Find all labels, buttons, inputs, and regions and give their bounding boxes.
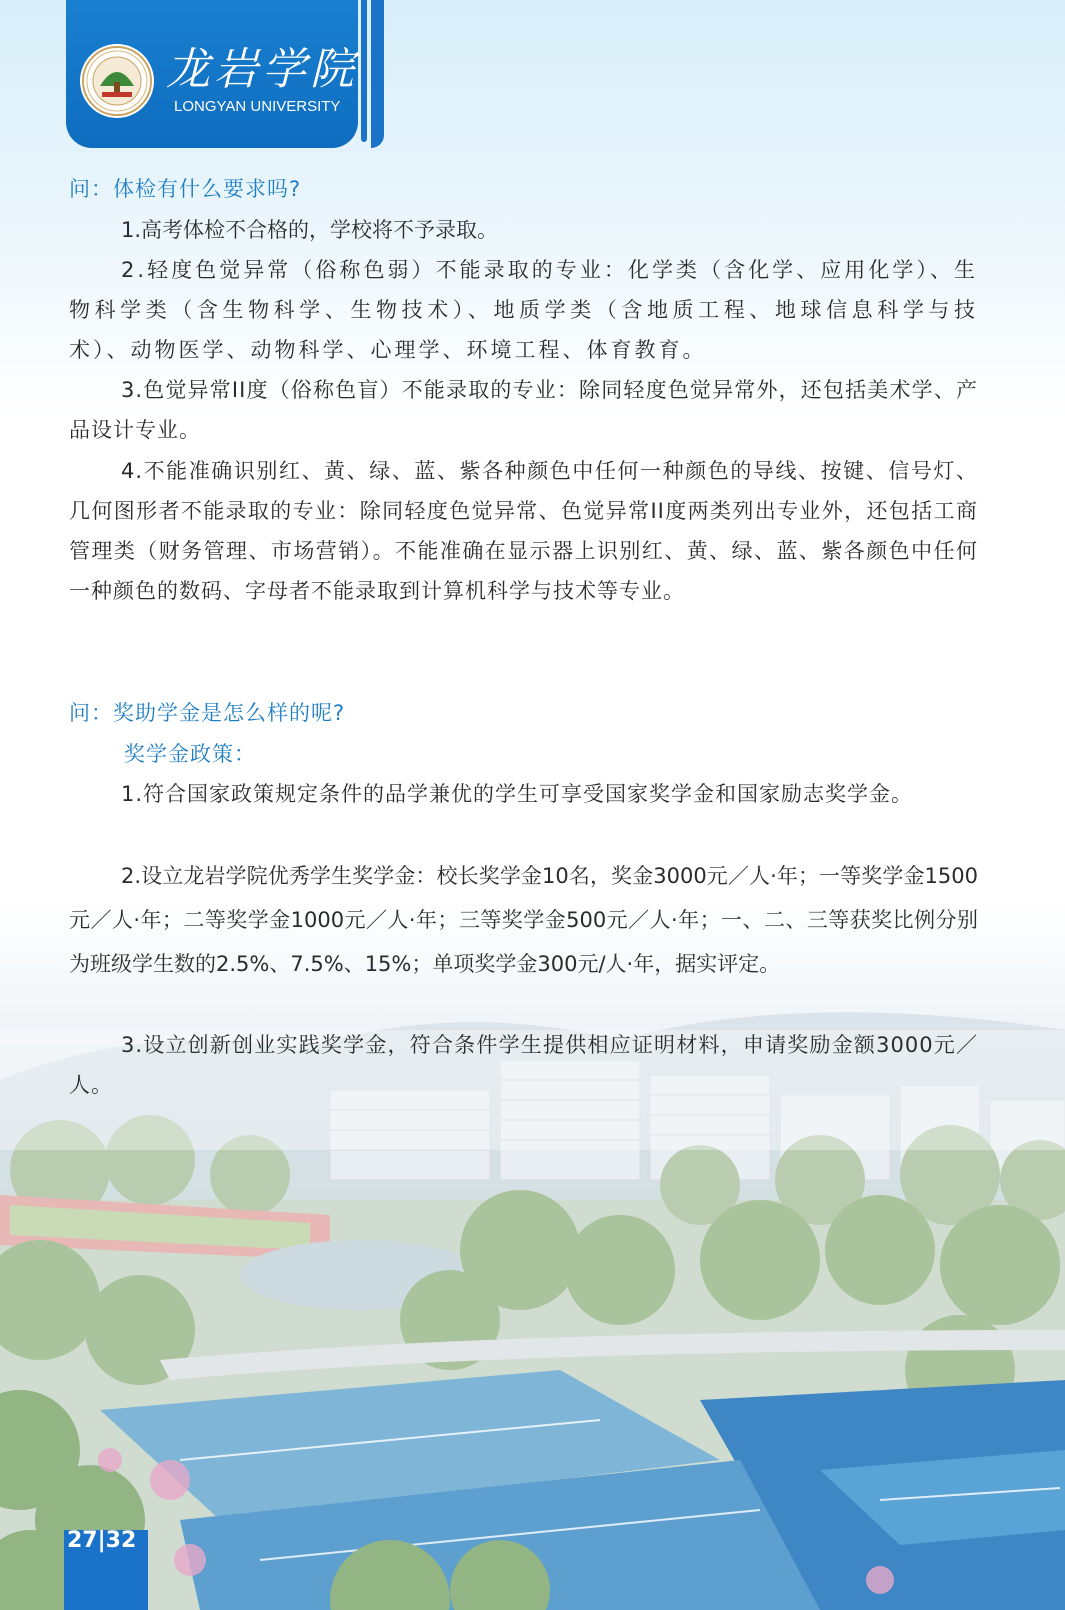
header-stripe xyxy=(361,0,367,142)
school-name-english: LONGYAN UNIVERSITY xyxy=(174,98,341,115)
sub-heading: 奖学金政策： xyxy=(124,742,256,766)
question-heading: 问：奖助学金是怎么样的呢? xyxy=(69,701,346,725)
answer-paragraph: 4.不能准确识别红、黄、绿、蓝、紫各种颜色中任何一种颜色的导线、按键、信号灯、几何图形者不能录取的专业：除同轻度色觉异常、色觉异常II度两类列出专业外，还包括工商管理类（财务管理、市场营销）。不能准确在显示器上识别红、黄、绿、蓝、紫各颜色中任何一种颜色的数码、字母者不能录取到计算机科学与技术等专业。 xyxy=(69,459,978,603)
question-heading: 问：体检有什么要求吗? xyxy=(69,177,302,201)
answer-paragraph: 2.设立龙岩学院优秀学生奖学金：校长奖学金10名，奖金3000元／人·年；一等奖学金1500元／人·年；二等奖学金1000元／人·年；三等奖学金500元／人·年；一、二、三等获奖比例分别为班级学生数的2.5%、7.5%、15%；单项奖学金300元/人·年，据实评定。 xyxy=(69,864,978,976)
answer-paragraph: 2.轻度色觉异常（俗称色弱）不能录取的专业：化学类（含化学、应用化学）、生物科学类（含生物科学、生物技术）、地质学类（含地质工程、地球信息科学与技术）、动物医学、动物科学、心理学、环境工程、体育教育。 xyxy=(69,258,978,362)
school-name: 龙岩学院 xyxy=(166,44,358,95)
answer-paragraph: 3.色觉异常II度（俗称色盲）不能录取的专业：除同轻度色觉异常外，还包括美术学、产品设计专业。 xyxy=(69,378,978,442)
answer-paragraph: 3.设立创新创业实践奖学金，符合条件学生提供相应证明材料，申请奖励金额3000元／人。 xyxy=(69,1033,978,1097)
answer-paragraph: 1.高考体检不合格的，学校将不予录取。 xyxy=(121,218,499,242)
answer-paragraph: 1.符合国家政策规定条件的品学兼优的学生可享受国家奖学金和国家励志奖学金。 xyxy=(121,782,914,806)
school-emblem-icon xyxy=(80,44,154,118)
header-stripe xyxy=(371,0,384,148)
page-number: 27|32 xyxy=(67,1528,137,1553)
